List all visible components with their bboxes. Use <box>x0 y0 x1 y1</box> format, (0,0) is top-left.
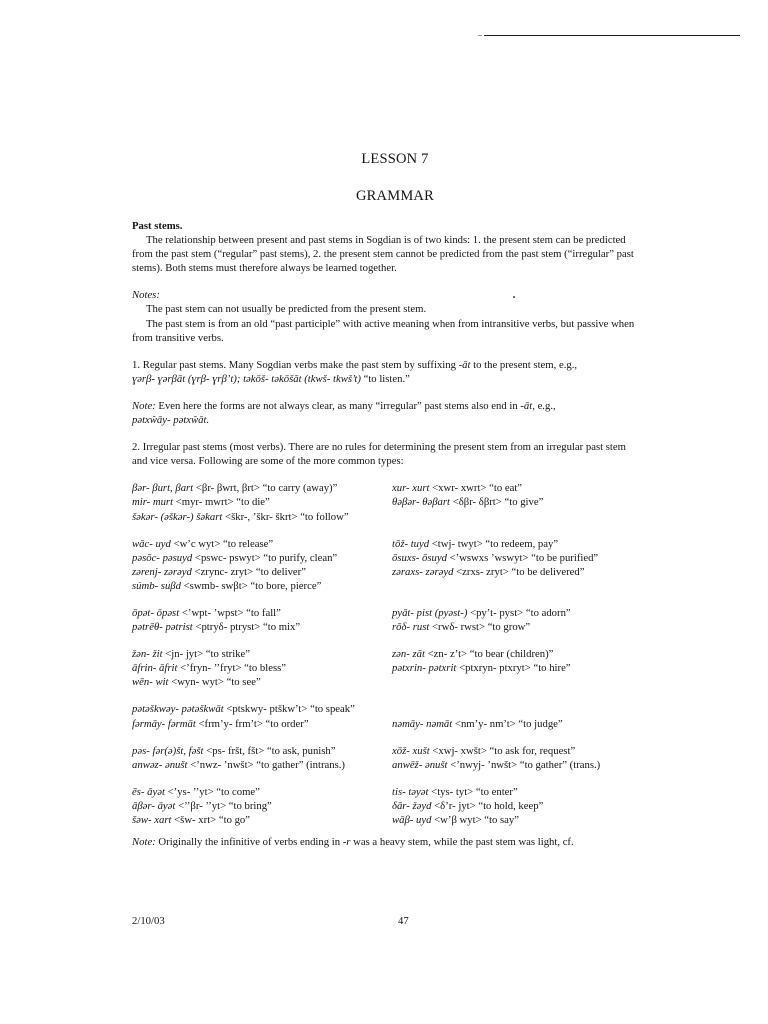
verb-entry-right <box>392 661 636 675</box>
group-spacer <box>132 524 636 537</box>
group-spacer <box>132 689 636 702</box>
regular-past-stems <box>132 358 636 386</box>
verb-gloss: <swmb- swβt> “to bore, pierce” <box>180 579 322 592</box>
verb-gloss: <δβr- δβrt> “to give” <box>450 496 544 509</box>
verb-gloss: <’wpt- ’wpst> “to fall” <box>179 606 281 619</box>
verb-gloss: <βr- βwrt, βrt> “to carry (away)” <box>193 482 338 495</box>
verb-gloss: <zrync- zryt> “to deliver” <box>191 565 306 578</box>
verb-entry-right <box>392 620 636 634</box>
verb-form: xōž- xušt <box>392 744 430 757</box>
verb-form: rōδ- rust <box>392 621 430 634</box>
verb-group <box>132 606 636 634</box>
group-spacer <box>132 634 636 647</box>
verb-form: fərmāy- fərmāt <box>132 717 196 730</box>
verb-group <box>132 785 636 827</box>
verb-entry-right <box>392 717 636 731</box>
verb-form: pətəškwəy- pətəškwāt <box>132 703 224 716</box>
page-content <box>132 219 636 849</box>
verb-gloss: <ptxryn- ptxryt> “to hire” <box>456 662 571 675</box>
verb-form: šəw- xart <box>132 814 172 826</box>
verb-gloss: <’fryn- ’’fryt> “to bless” <box>177 662 287 675</box>
verb-form: zərenj- zərəyd <box>132 565 192 578</box>
verb-gloss: <tys- tyt> “to enter” <box>428 785 518 798</box>
verb-form: pətxrin- pətxrit <box>392 662 457 675</box>
verb-entry-left <box>132 537 392 551</box>
verb-gloss: <w’β wyt> “to say” <box>431 814 520 826</box>
verb-entry-right <box>392 799 636 813</box>
verb-entry-left <box>132 495 392 509</box>
verb-gloss: <myr- mwrt> “to die” <box>173 496 270 509</box>
group-spacer <box>132 772 636 785</box>
verb-form: anwēž- ənušt <box>392 758 448 771</box>
verb-gloss: <ptryδ- ptryst> “to mix” <box>192 621 301 634</box>
verb-entry-left <box>132 785 392 799</box>
verb-form: zən- zāt <box>392 648 425 661</box>
verb-gloss: <w’c wyt> “to release” <box>170 537 274 550</box>
spacer <box>132 275 636 288</box>
verb-gloss: <zn- z’t> “to bear (children)” <box>424 648 554 661</box>
verb-form: pətrēθ- pətrist <box>132 621 193 634</box>
verb-form: pyāt- pist (pyəst-) <box>392 606 468 619</box>
verb-gloss: <wyn- wyt> “to see” <box>168 676 261 689</box>
verb-gloss: <twj- twyt> “to redeem, pay” <box>429 537 559 550</box>
verb-form: θəβər- θəβart <box>392 496 451 509</box>
notes-line-1: The past stem can not usually be predicted from the present stem. <box>146 303 427 316</box>
page-number: 47 <box>398 915 409 927</box>
verb-form: mir- murt <box>132 496 174 509</box>
lesson-title: LESSON 7 <box>361 151 429 167</box>
verb-gloss: <rwδ- rwst> “to grow” <box>429 621 531 634</box>
regular-note-tail: , e.g., <box>532 399 556 412</box>
verb-form: tōž- tuyd <box>392 537 430 550</box>
irregular-intro: 2. Irregular past stems (most verbs). There are no rules for determining the present stem from an irregular past stem and vice versa. Following are some of the more common types: <box>132 441 626 468</box>
verb-gloss: <xwj- xwšt> “to ask for, request” <box>429 744 576 757</box>
verb-gloss: <py’t- pyst> “to adorn” <box>467 606 571 619</box>
spacer <box>132 345 636 358</box>
spacer <box>132 827 636 835</box>
group-spacer <box>132 593 636 606</box>
footer-date: 2/10/03 <box>132 915 165 927</box>
verb-form: šəkər- (əškər-) šəkart <box>132 510 223 523</box>
verb-form: pəsōc- pəsuyd <box>132 551 193 564</box>
verb-gloss: <’ys- ’’yt> “to come” <box>164 785 260 798</box>
verb-group <box>132 744 636 772</box>
verb-entry-right <box>392 675 636 689</box>
verb-entry-left <box>132 758 392 772</box>
verb-form: anwəz- ənušt <box>132 758 188 771</box>
verb-entry-left <box>132 702 392 716</box>
past-stems-heading: Past stems. <box>132 220 183 232</box>
verb-form: āfrin- āfrit <box>132 662 178 675</box>
regular-example-form: ɣərβ- ɣərβāt (ɣrβ- ɣrβ’t); təkōš- təkōšāt (tkwš- tkwš’t) <box>132 372 361 385</box>
verb-entry-left <box>132 510 392 524</box>
verb-form: žən- žit <box>132 648 163 661</box>
group-spacer <box>132 731 636 744</box>
verb-form: ōsuxs- ōsuyd <box>392 551 447 564</box>
verb-entry-left <box>132 813 392 827</box>
verb-entry-left <box>132 675 392 689</box>
verb-entry-left <box>132 565 392 579</box>
regular-note-label: Note: <box>132 399 156 412</box>
verb-entry-right <box>392 744 636 758</box>
verb-entry-right <box>392 481 636 495</box>
final-note <box>132 835 636 849</box>
verb-entry-right <box>392 551 636 565</box>
verb-form: xur- xurt <box>392 482 430 495</box>
regular-lead: 1. Regular past stems. Many Sogdian verbs make the past stem by suffixing <box>132 358 459 371</box>
verb-form: súmb- suβd <box>132 579 181 592</box>
regular-example-gloss: “to listen.” <box>360 372 410 385</box>
verb-entry-left <box>132 717 392 731</box>
final-note-r: -r <box>342 836 351 849</box>
verb-gloss: <’nwyj- ’nwšt> “to gather” (trans.) <box>447 758 601 771</box>
verb-form: βər- βurt, βart <box>132 482 194 495</box>
verb-group <box>132 481 636 523</box>
verb-entry-left <box>132 799 392 813</box>
verb-gloss: <pswc- pswyt> “to purify, clean” <box>192 551 338 564</box>
verb-entry-left <box>132 606 392 620</box>
verb-gloss: <xwr- xwrt> “to eat” <box>429 482 523 495</box>
verb-gloss: <δ’r- jyt> “to hold, keep” <box>431 799 544 812</box>
verb-form: wāc- uyd <box>132 537 171 550</box>
verb-entry-right <box>392 579 636 593</box>
verb-group <box>132 537 636 593</box>
verb-form: wēn- wit <box>132 676 169 689</box>
verb-gloss: <šw- xrt> “to go” <box>171 814 251 826</box>
spacer <box>132 427 636 440</box>
verb-gloss: <’wswxs ’wswyt> “to be purified” <box>446 551 599 564</box>
verb-gloss: <zrxs- zryt> “to be delivered” <box>453 565 585 578</box>
verb-entry-right <box>392 537 636 551</box>
verb-list <box>132 481 636 827</box>
top-rule <box>484 35 740 36</box>
verb-entry-left <box>132 647 392 661</box>
verb-gloss: <frm’y- frm’t> “to order” <box>195 717 309 730</box>
past-stems-intro: The relationship between present and past stems in Sogdian is of two kinds: 1. the present stem can be predicted from the past stem (“regular” past stems), 2. the present stem cannot be predicted from the past stem (“irregular” past stems). Both stems must therefore always be learned together. <box>132 234 634 275</box>
final-note-label: Note: <box>132 836 156 849</box>
notes-line-2: The past stem is from an old “past participle” with active meaning when from intransitive verbs, but passive when from transitive verbs. <box>132 317 635 344</box>
verb-entry-right <box>392 813 636 827</box>
verb-entry-left <box>132 551 392 565</box>
regular-mid: to the present stem, e.g., <box>470 358 578 371</box>
verb-entry-right <box>392 510 636 524</box>
verb-gloss: <’’βr- ’’yt> “to bring” <box>175 799 272 812</box>
final-note-text: Originally the infinitive of verbs ending in <box>155 836 343 849</box>
verb-entry-right <box>392 606 636 620</box>
verb-entry-left <box>132 579 392 593</box>
regular-note-suffix: -āt <box>520 399 533 412</box>
verb-entry-left <box>132 661 392 675</box>
verb-entry-right <box>392 495 636 509</box>
regular-note <box>132 399 636 427</box>
verb-form: ēs- āyət <box>132 785 165 798</box>
verb-gloss: <ptskwy- ptškw’t> “to speak” <box>223 703 355 716</box>
verb-gloss: <ps- fršt, fšt> “to ask, punish” <box>203 744 336 757</box>
section-title: GRAMMAR <box>356 188 434 204</box>
verb-form: tis- təyət <box>392 785 429 798</box>
verb-entry-right <box>392 785 636 799</box>
verb-form: ōpət- ōpəst <box>132 606 180 619</box>
verb-form: nəmāy- nəmāt <box>392 717 453 730</box>
verb-form: δār- žəyd <box>392 799 432 812</box>
verb-entry-right <box>392 758 636 772</box>
regular-note-text: Even here the forms are not always clear, as many “irregular” past stems also end in <box>155 399 521 412</box>
verb-group <box>132 702 636 730</box>
verb-entry-right <box>392 565 636 579</box>
verb-form: āβər- āyət <box>132 799 176 812</box>
verb-entry-left <box>132 620 392 634</box>
verb-form: zəraxs- zərəyd <box>392 565 454 578</box>
verb-entry-left <box>132 481 392 495</box>
verb-group <box>132 647 636 689</box>
regular-suffix: -āt <box>458 358 471 371</box>
verb-entry-left <box>132 744 392 758</box>
final-note-tail: was a heavy stem, while the past stem was light, cf. <box>350 836 574 849</box>
verb-entry-right <box>392 647 636 661</box>
verb-form: pəs- fər(ə)št, fəšt <box>132 744 204 757</box>
notes-label: Notes: <box>132 289 160 302</box>
verb-entry-right <box>392 702 636 716</box>
regular-note-example: pətxŵāy- pətxŵāt. <box>132 414 210 427</box>
verb-gloss: <škr-, ’škr- škrt> “to follow” <box>222 510 349 523</box>
verb-gloss: <jn- jyt> “to strike” <box>162 648 251 661</box>
spacer <box>132 468 636 481</box>
verb-form: wāβ- uyd <box>392 814 432 826</box>
spacer <box>132 386 636 399</box>
verb-gloss: <’nwz- ’nwšt> “to gather” (intrans.) <box>187 758 345 771</box>
verb-gloss: <nm’y- nm’t> “to judge” <box>452 717 563 730</box>
